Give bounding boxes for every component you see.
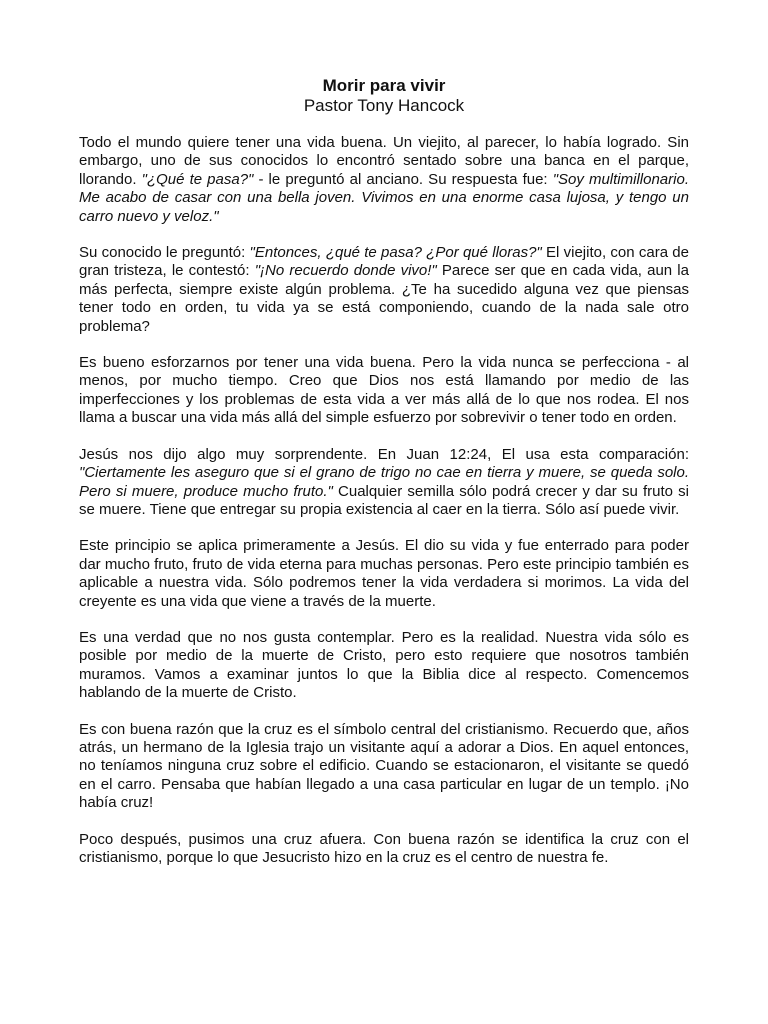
paragraph	[79, 134, 689, 226]
quoted-text: "Entonces, ¿qué te pasa? ¿Por qué lloras?"	[249, 244, 542, 262]
document-header	[79, 76, 689, 116]
text-run: Cualquier semilla sólo podrá crecer y dar su fruto si se muere. Tiene que entregar su propia existencia al caer en la tierra. Sólo así puede vivir.	[79, 482, 689, 518]
document-author: Pastor Tony Hancock	[303, 96, 465, 115]
text-run: Este principio se aplica primeramente a Jesús. El dio su vida y fue enterrado para poder dar mucho fruto, fruto de vida eterna para muchas personas. Pero este principio también es aplicable a nuestra vida. Sólo podremos tener la vida verdadera si morimos. La vida del creyente es una vida que viene a través de la muerte.	[79, 537, 689, 610]
text-run: Es con buena razón que la cruz es el símbolo central del cristianismo. Recuerdo que, años atrás, un hermano de la Iglesia trajo un visitante aquí a adorar a Dios. En aquel entonces, no teníamos ninguna cruz sobre el edificio. Cuando se estacionaron, el visitante se quedó en el carro. Pensaba que habían llegado a una casa particular en lugar de un templo. ¡No había cruz!	[79, 720, 689, 812]
document-body	[79, 134, 689, 867]
quoted-text: "Soy multimillonario. Me acabo de casar con una bella joven. Vivimos en una enorme casa lujosa, y tengo un carro nuevo y veloz."	[79, 170, 689, 225]
text-run: Es una verdad que no nos gusta contemplar. Pero es la realidad. Nuestra vida sólo es posible por medio de la muerte de Cristo, pero esto requiere que nosotros también muramos. Vamos a examinar juntos lo que la Biblia dice al respecto. Comencemos hablando de la muerte de Cristo.	[79, 628, 689, 702]
paragraph	[79, 831, 689, 868]
quoted-text: "¡No recuerdo donde vivo!"	[254, 262, 437, 280]
paragraph	[79, 629, 689, 703]
paragraph	[79, 721, 689, 813]
text-run: El viejito, con cara de gran tristeza, le contestó:	[79, 244, 689, 280]
text-run: Parece ser que en cada vida, aun la más perfecta, siempre existe algún problema. ¿Te ha sucedido alguna vez que piensas tener todo en orden, tu vida ya se está componiendo, cuando de la nada sale otro problema?	[79, 262, 689, 335]
paragraph	[79, 244, 689, 336]
paragraph	[79, 537, 689, 611]
document-title: Morir para vivir	[322, 76, 446, 95]
text-run: - le preguntó al anciano. Su respuesta fue:	[253, 170, 553, 188]
paragraph	[79, 354, 689, 428]
text-run: Su conocido le preguntó:	[79, 244, 250, 262]
text-run: Poco después, pusimos una cruz afuera. Con buena razón se identifica la cruz con el cristianismo, porque lo que Jesucristo hizo en la cruz es el centro de nuestra fe.	[79, 830, 689, 866]
text-run: Jesús nos dijo algo muy sorprendente. En Juan 12:24, El usa esta comparación:	[79, 445, 689, 463]
quoted-text: "¿Qué te pasa?"	[141, 170, 254, 188]
quoted-text: "Ciertamente les aseguro que si el grano de trigo no cae en tierra y muere, se queda solo. Pero si muere, produce mucho fruto."	[79, 464, 689, 500]
text-run: Todo el mundo quiere tener una vida buena. Un viejito, al parecer, lo había logrado. Sin embargo, uno de sus conocidos lo encontró sentado sobre una banca en el parque, llorando.	[79, 134, 689, 188]
text-run: Es bueno esforzarnos por tener una vida buena. Pero la vida nunca se perfecciona - al menos, por mucho tiempo. Creo que Dios nos está llamando por medio de las imperfecciones y los problemas de esta vida a ver más allá de lo que nos rodea. El nos llama a buscar una vida más allá del simple esfuerzo por sobrevivir o tener todo en orden.	[79, 354, 689, 427]
paragraph	[79, 446, 689, 520]
